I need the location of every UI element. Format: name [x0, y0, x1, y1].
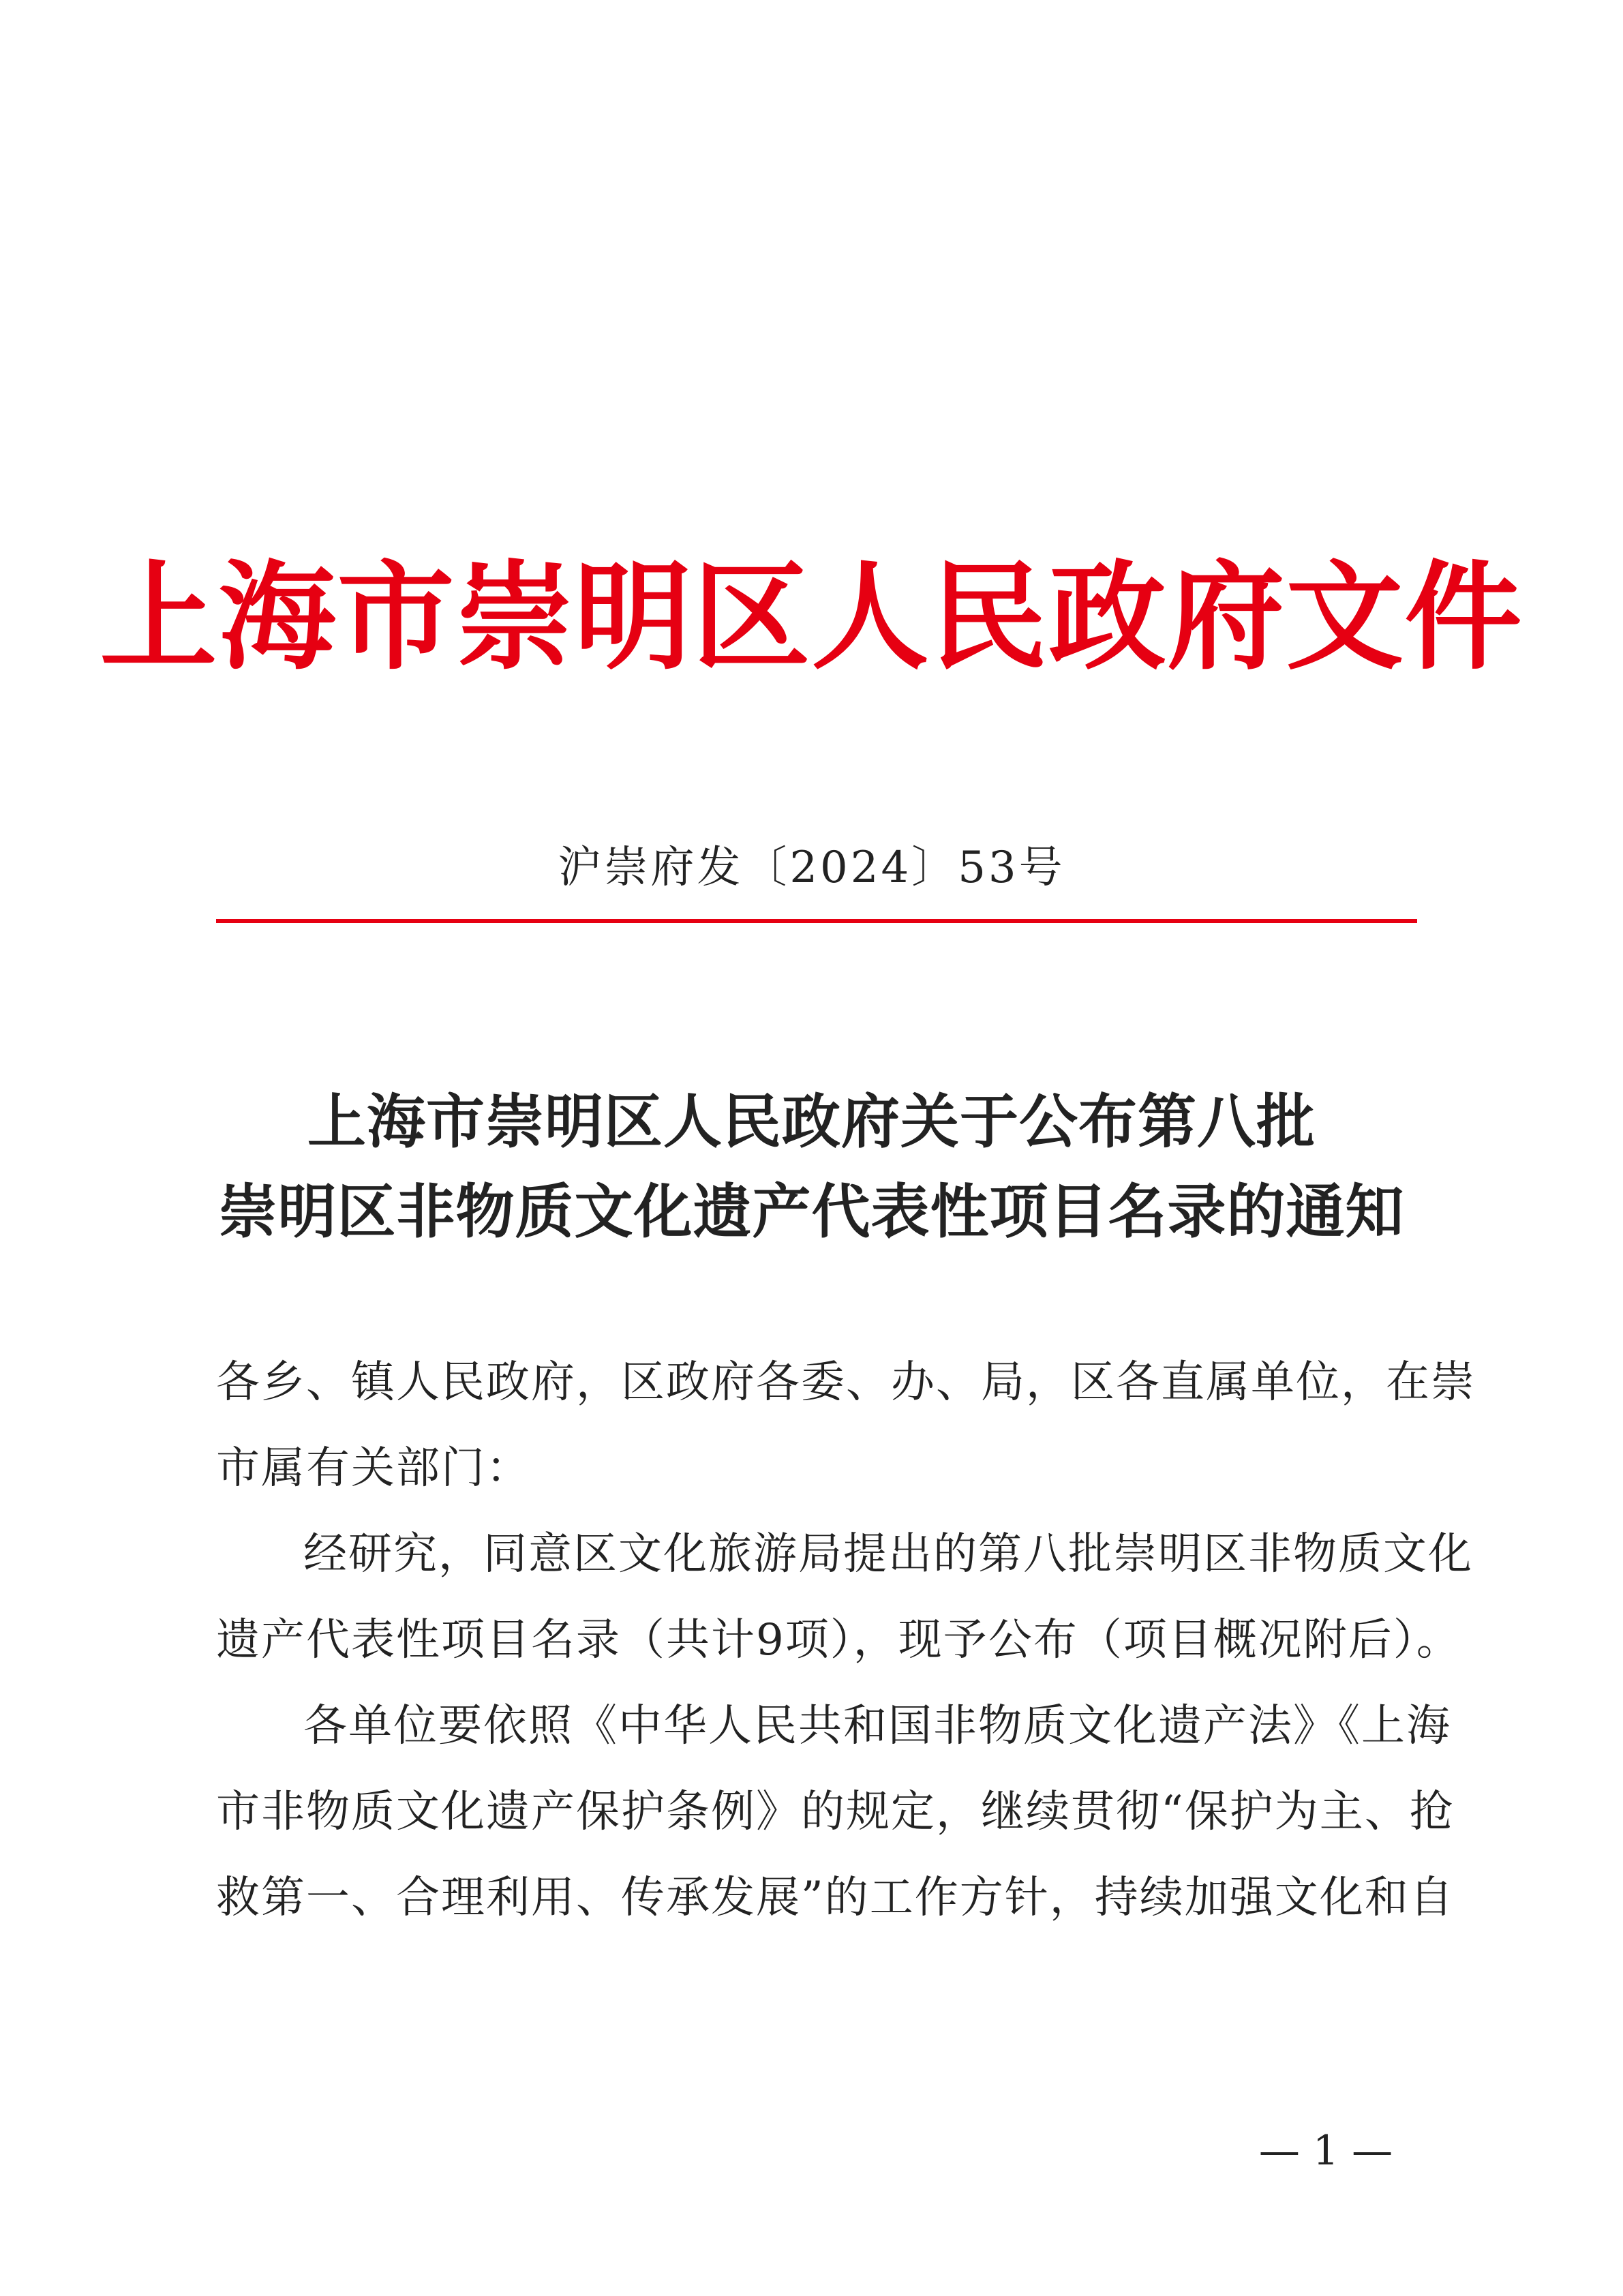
document-header-title: 上海市崇明区人民政府文件 — [100, 547, 1523, 686]
paragraph-line: 各单位要依照《中华人民共和国非物质文化遗产法》《上海 — [303, 1701, 1451, 1751]
notice-body — [216, 1340, 1476, 1941]
notice-title-line-2: 崇明区非物质文化遗产代表性项目名录的通知 — [218, 1177, 1405, 1246]
notice-title-line-1: 上海市崇明区人民政府关于公布第八批 — [307, 1087, 1316, 1156]
notice-title — [0, 1077, 1623, 1257]
paragraph-line: 市非物质文化遗产保护条例》的规定，继续贯彻“保护为主、抢 — [216, 1787, 1455, 1837]
paragraph-line: 经研究，同意区文化旅游局提出的第八批崇明区非物质文化 — [303, 1529, 1473, 1580]
paragraph-line: 遗产代表性项目名录（共计9项），现予公布（项目概况附后）。 — [216, 1615, 1461, 1665]
addressee-line: 市属有关部门： — [216, 1443, 531, 1494]
paragraph-line: 救第一、合理利用、传承发展”的工作方针，持续加强文化和自 — [216, 1873, 1455, 1923]
page-number: — 1 — — [1258, 2127, 1393, 2175]
addressee-line: 各乡、镇人民政府，区政府各委、办、局，区各直属单位，在崇 — [216, 1357, 1476, 1408]
red-divider-line — [216, 919, 1417, 923]
document-number: 沪崇府发〔2024〕53号 — [558, 843, 1065, 893]
